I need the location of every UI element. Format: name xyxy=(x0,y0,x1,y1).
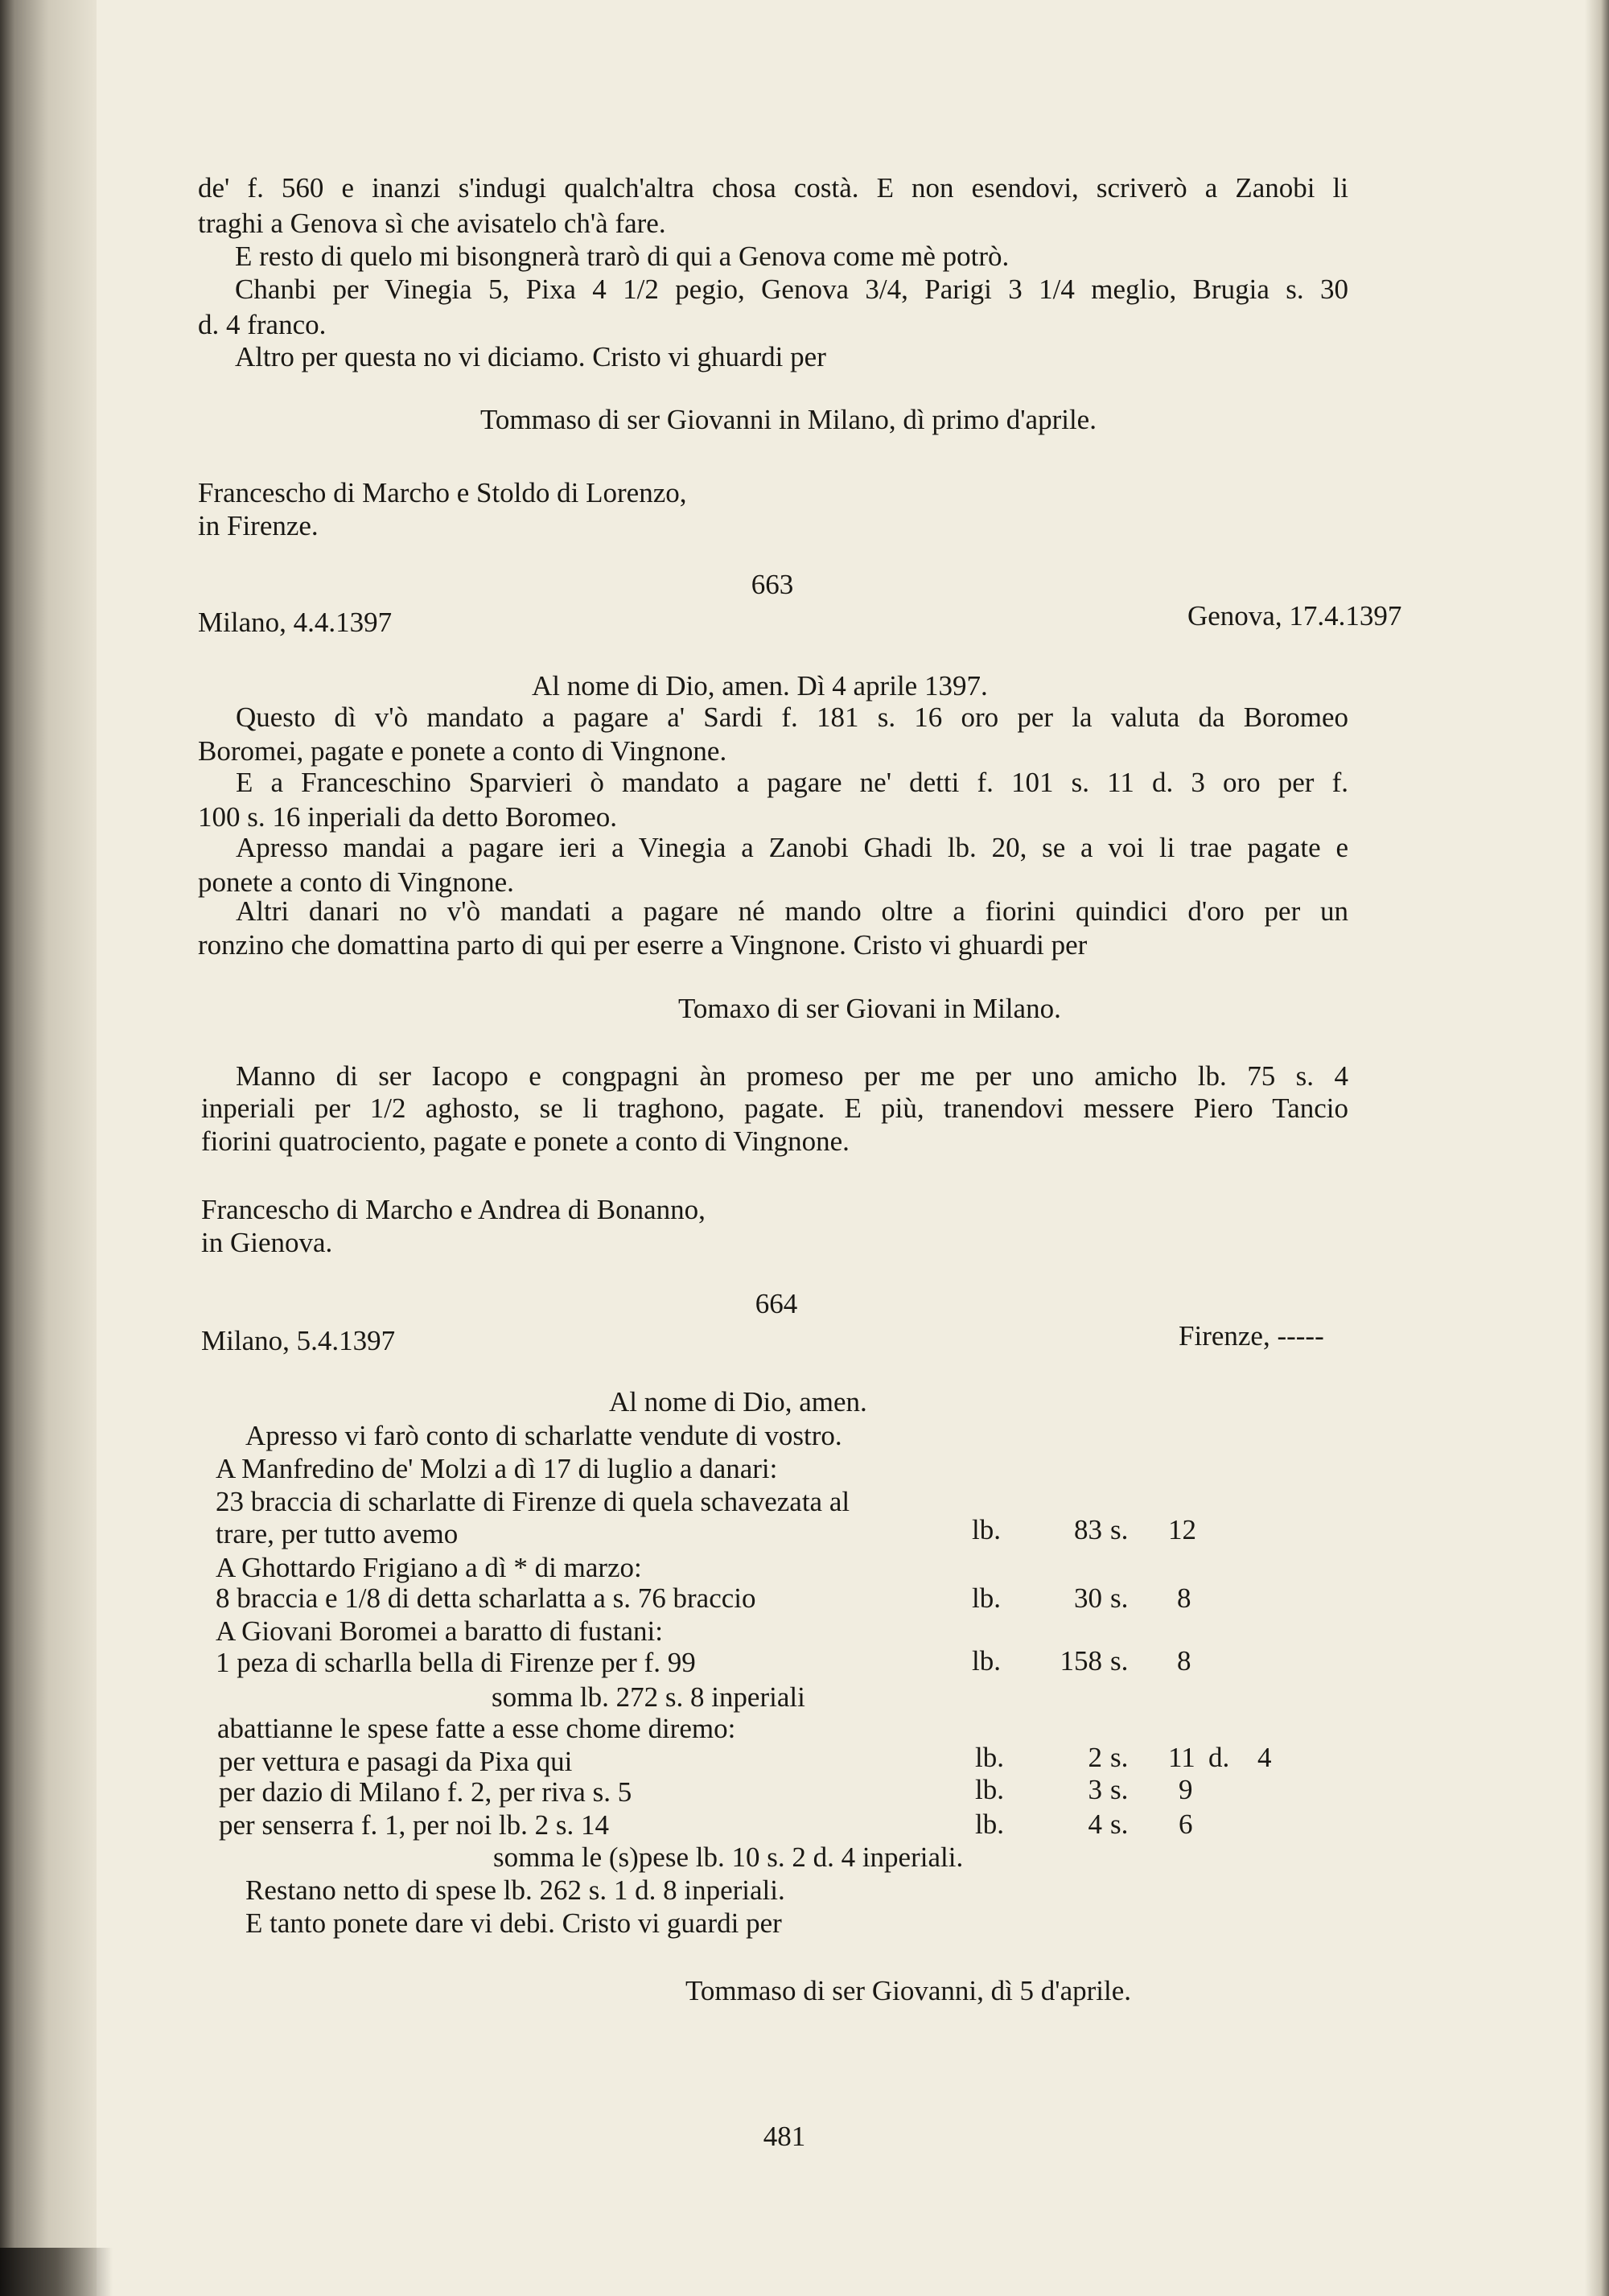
book-gutter-corner xyxy=(0,2248,113,2296)
account-heading: A Ghottardo Frigiano a dì * di marzo: xyxy=(216,1552,642,1583)
paragraph-line: E a Franceschino Sparvieri ò mandato a pagare ne' detti f. 101 s. 11 d. 3 oro per f. xyxy=(236,767,1348,798)
invocation: Al nome di Dio, amen. Dì 4 aprile 1397. xyxy=(532,670,988,702)
unit-lb: lb. xyxy=(975,1774,1004,1805)
unit-lb: lb. xyxy=(975,1808,1004,1840)
amount-s: 12 xyxy=(1168,1514,1196,1545)
unit-lb: lb. xyxy=(972,1645,1001,1677)
account-line: 8 braccia e 1/8 di detta scharlatta a s. 76 braccio xyxy=(216,1582,756,1614)
letter-origin: Milano, 5.4.1397 xyxy=(201,1325,396,1356)
address-line: in Firenze. xyxy=(198,510,319,541)
amount-lb: 158 xyxy=(1060,1645,1102,1677)
paragraph-line: Boromei, pagate e ponete a conto di Vingnone. xyxy=(198,735,727,767)
page-edge xyxy=(1585,0,1609,2296)
account-line: trare, per tutto avemo xyxy=(216,1518,459,1549)
amount-s: 9 xyxy=(1179,1774,1193,1805)
unit-s: s. xyxy=(1110,1582,1129,1614)
amount-lb: 30 xyxy=(1074,1582,1102,1614)
amount-lb: 2 xyxy=(1088,1742,1102,1773)
unit-s: s. xyxy=(1110,1808,1129,1840)
account-total: somma le (s)pese lb. 10 s. 2 d. 4 inperiali. xyxy=(493,1841,964,1873)
letter-number: 663 xyxy=(751,569,794,600)
paragraph-line: Restano netto di spese lb. 262 s. 1 d. 8 inperiali. xyxy=(245,1874,785,1906)
paragraph-line: E resto di quelo mi bisongnerà trarò di qui a Genova come mè potrò. xyxy=(235,241,1010,272)
unit-s: s. xyxy=(1110,1742,1129,1773)
unit-s: s. xyxy=(1110,1774,1129,1805)
paragraph-line: ponete a conto di Vingnone. xyxy=(198,866,514,898)
paragraph-line: traghi a Genova sì che avisatelo ch'à fare. xyxy=(198,208,666,239)
unit-d: d. xyxy=(1208,1742,1230,1773)
amount-d: 4 xyxy=(1257,1742,1272,1773)
paragraph-line: ronzino che domattina parto di qui per eserre a Vingnone. Cristo vi ghuardi per xyxy=(198,929,1088,961)
paragraph-line: Apresso vi farò conto di scharlatte vendute di vostro. xyxy=(245,1420,842,1451)
account-total: somma lb. 272 s. 8 inperiali xyxy=(492,1681,805,1713)
signature: Tommaso di ser Giovanni, dì 5 d'aprile. xyxy=(685,1975,1132,2006)
paragraph-line: fiorini quatrociento, pagate e ponete a conto di Vingnone. xyxy=(201,1125,850,1157)
signature: Tomaxo di ser Giovani in Milano. xyxy=(678,993,1061,1024)
account-line: 1 peza di scharlla bella di Firenze per f. 99 xyxy=(216,1647,696,1678)
letter-origin: Milano, 4.4.1397 xyxy=(198,607,393,638)
paragraph-line: Altro per questa no vi diciamo. Cristo vi ghuardi per xyxy=(235,341,826,372)
letter-destination: Genova, 17.4.1397 xyxy=(1187,600,1402,632)
paragraph-line: inperiali per 1/2 aghosto, se li traghono, pagate. E più, tranendovi messere Piero Tancio xyxy=(201,1092,1348,1124)
account-heading: A Giovani Boromei a baratto di fustani: xyxy=(216,1615,664,1647)
amount-s: 11 xyxy=(1168,1742,1195,1773)
signature: Tommaso di ser Giovanni in Milano, dì primo d'aprile. xyxy=(480,404,1097,435)
amount-lb: 83 xyxy=(1074,1514,1102,1545)
expense-line: per senserra f. 1, per noi lb. 2 s. 14 xyxy=(219,1809,610,1841)
paragraph-line: E tanto ponete dare vi debi. Cristo vi guardi per xyxy=(245,1907,782,1939)
unit-lb: lb. xyxy=(972,1582,1001,1614)
letter-destination: Firenze, ----- xyxy=(1179,1320,1324,1352)
unit-lb: lb. xyxy=(975,1742,1004,1773)
amount-s: 8 xyxy=(1177,1582,1191,1614)
account-line: 23 braccia di scharlatte di Firenze di quela schavezata al xyxy=(216,1486,850,1517)
paragraph-line: Manno di ser Iacopo e congpagni àn promeso per me per uno amicho lb. 75 s. 4 xyxy=(236,1060,1348,1092)
expense-line: per dazio di Milano f. 2, per riva s. 5 xyxy=(219,1776,632,1808)
amount-s: 8 xyxy=(1177,1645,1191,1677)
unit-s: s. xyxy=(1110,1514,1129,1545)
letter-number: 664 xyxy=(755,1288,798,1319)
paragraph-line: Altri danari no v'ò mandati a pagare né mando oltre a fiorini quindici d'oro per un xyxy=(236,895,1348,927)
book-gutter-shadow xyxy=(0,0,97,2296)
account-heading: A Manfredino de' Molzi a dì 17 di luglio a danari: xyxy=(216,1453,778,1484)
invocation: Al nome di Dio, amen. xyxy=(609,1386,867,1418)
address-line: Francescho di Marcho e Andrea di Bonanno, xyxy=(201,1194,706,1225)
paragraph-line: Questo dì v'ò mandato a pagare a' Sardi f. 181 s. 16 oro per la valuta da Boromeo xyxy=(236,702,1348,733)
paragraph-line: Apresso mandai a pagare ieri a Vinegia a Zanobi Ghadi lb. 20, se a voi li trae pagate e xyxy=(236,832,1348,863)
amount-lb: 3 xyxy=(1088,1774,1102,1805)
account-heading: abattianne le spese fatte a esse chome diremo: xyxy=(217,1713,736,1744)
amount-s: 6 xyxy=(1179,1808,1193,1840)
page-number: 481 xyxy=(763,2121,806,2152)
paragraph-line: de' f. 560 e inanzi s'indugi qualch'altra chosa costà. E non esendovi, scriverò a Zanobi li xyxy=(198,172,1348,204)
amount-lb: 4 xyxy=(1088,1808,1102,1840)
unit-s: s. xyxy=(1110,1645,1129,1677)
paragraph-line: d. 4 franco. xyxy=(198,309,327,340)
unit-lb: lb. xyxy=(972,1514,1001,1545)
paragraph-line: Chanbi per Vinegia 5, Pixa 4 1/2 pegio, Genova 3/4, Parigi 3 1/4 meglio, Brugia s. 30 xyxy=(235,274,1348,305)
paragraph-line: 100 s. 16 inperiali da detto Boromeo. xyxy=(198,801,618,833)
address-line: in Gienova. xyxy=(201,1227,333,1258)
expense-line: per vettura e pasagi da Pixa qui xyxy=(219,1746,573,1777)
address-line: Francescho di Marcho e Stoldo di Lorenzo, xyxy=(198,477,687,508)
